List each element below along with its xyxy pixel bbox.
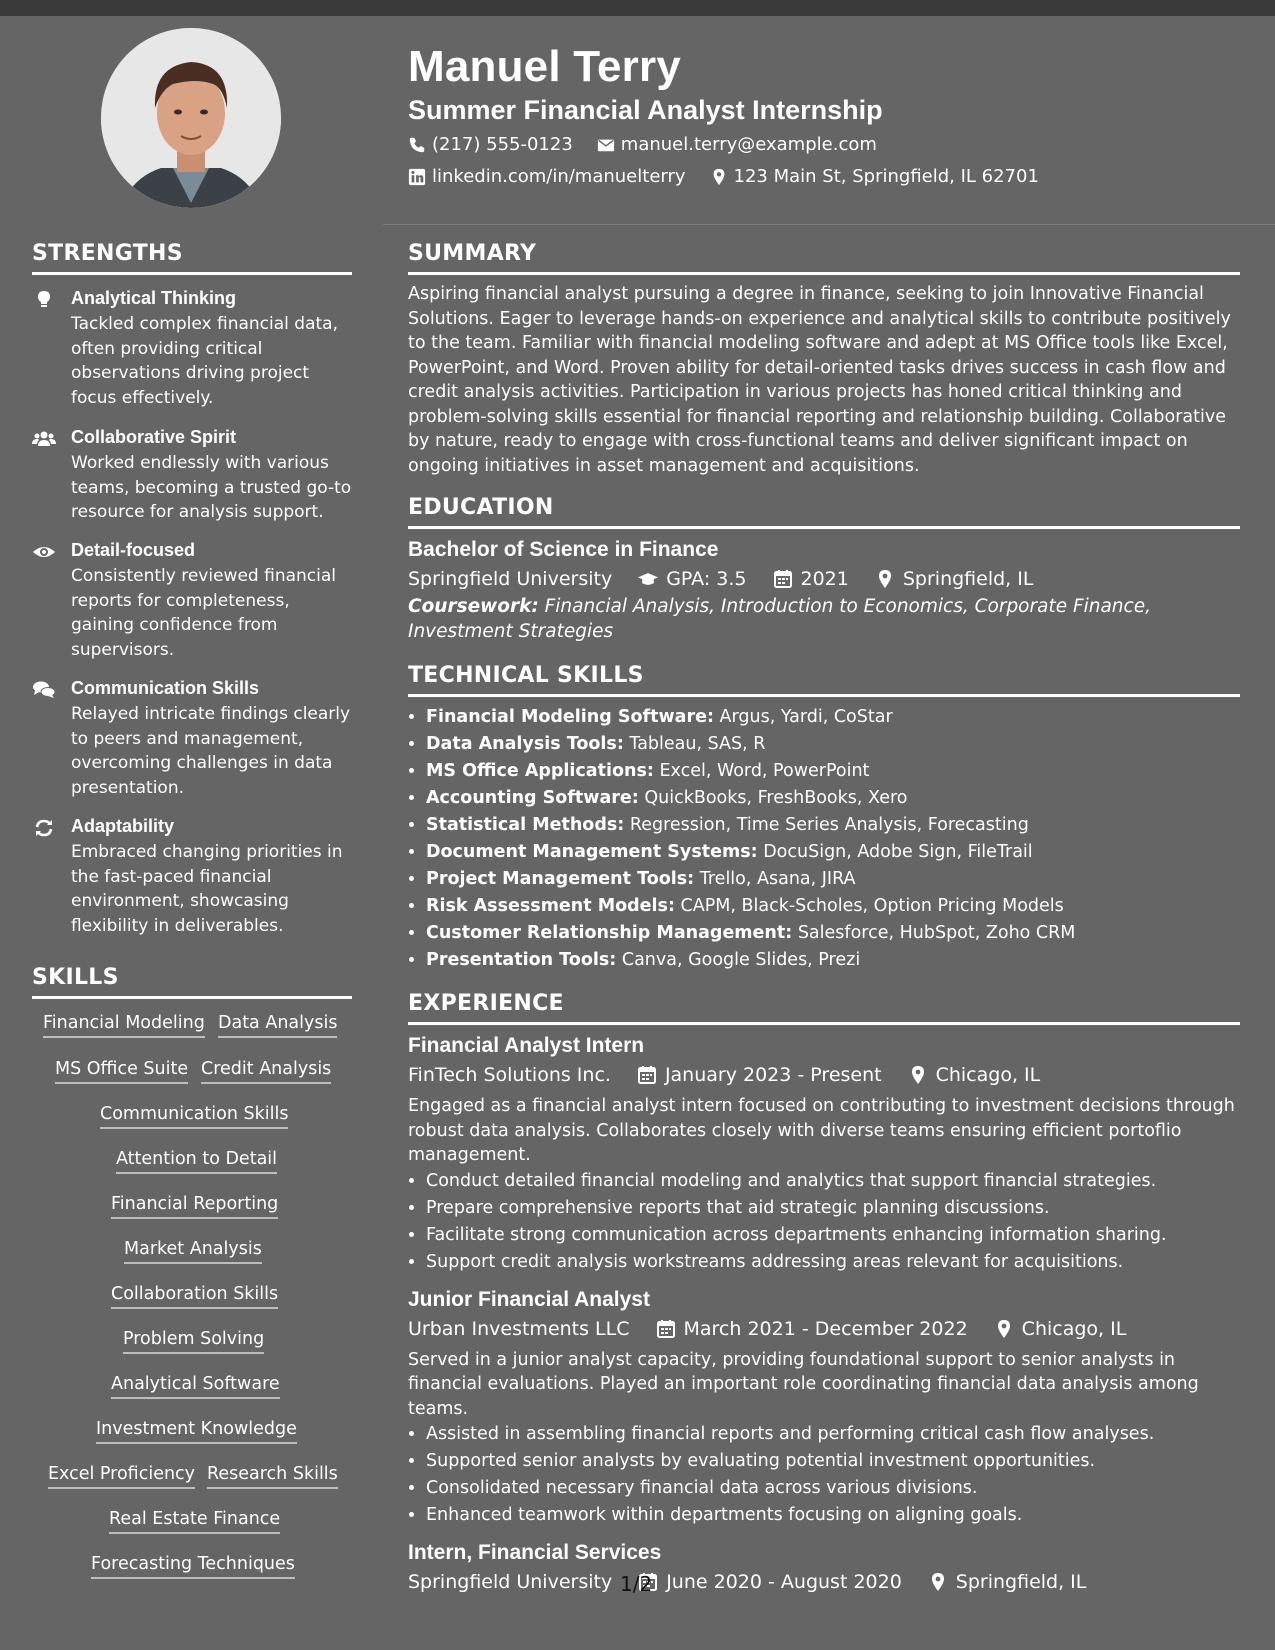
job-bullet: • Conduct detailed financial modeling and analytics that support financial strategies.: [426, 1168, 1240, 1195]
gpa: GPA: 3.5: [666, 568, 747, 590]
lightbulb-icon: [32, 290, 56, 310]
summary-section: [408, 241, 1240, 478]
skill-tag: Analytical Software: [111, 1374, 280, 1399]
skill-tag: Communication Skills: [100, 1104, 288, 1129]
location-pin-icon: [908, 1065, 928, 1085]
skill-category: Risk Assessment Models:: [426, 896, 675, 916]
comments-icon: [32, 680, 56, 700]
profile-photo: [101, 28, 281, 208]
job-bullets: [408, 1421, 1240, 1529]
technical-skill-item: [426, 704, 1240, 731]
skill-tag: Investment Knowledge: [96, 1419, 297, 1444]
eye-icon: [32, 542, 56, 562]
calendar-icon: [637, 1065, 657, 1085]
skill-values: Trello, Asana, JIRA: [699, 869, 856, 889]
skill-category: MS Office Applications:: [426, 761, 654, 781]
strengths-heading: STRENGTHS: [32, 241, 352, 275]
job-location: Chicago, IL: [935, 1064, 1041, 1086]
technical-skill-item: [426, 947, 1240, 974]
coursework-list: Financial Analysis, Introduction to Economics, Corporate Finance, Investment Strategies: [408, 596, 1151, 642]
strength-description: Tackled complex financial data, often providing critical observations driving project focus effectively.: [71, 314, 338, 408]
strength-description: Worked endlessly with various teams, becoming a trusted go-to resource for analysis support.: [71, 453, 352, 522]
technical-skill-item: [426, 785, 1240, 812]
technical-skill-item: [426, 812, 1240, 839]
skill-tag: Forecasting Techniques: [91, 1554, 295, 1579]
job-bullet: • Prepare comprehensive reports that aid strategic planning discussions.: [426, 1195, 1240, 1222]
top-bar: [0, 0, 1275, 16]
skill-tag: Problem Solving: [123, 1329, 264, 1354]
job-location: Chicago, IL: [1021, 1317, 1127, 1340]
email-link[interactable]: manuel.terry@example.com: [620, 134, 877, 155]
skill-tag: Real Estate Finance: [109, 1509, 280, 1534]
contact-row-1: [408, 134, 877, 155]
skill-values: CAPM, Black-Scholes, Option Pricing Models: [680, 896, 1064, 916]
graduation-cap-icon: [638, 569, 658, 589]
school-location: Springfield, IL: [902, 568, 1034, 590]
skill-values: Tableau, SAS, R: [629, 734, 766, 754]
job-meta: [408, 1571, 1240, 1593]
summary-heading: SUMMARY: [408, 241, 1240, 275]
technical-skill-item: [426, 920, 1240, 947]
job-title: Intern, Financial Services: [408, 1541, 662, 1564]
job-meta: [408, 1318, 1240, 1340]
job-dates: March 2021 - December 2022: [683, 1317, 968, 1340]
strength-description: Embraced changing priorities in the fast-paced financial environment, showcasing flexibility in deliverables.: [71, 842, 343, 936]
skill-tag: MS Office Suite: [55, 1059, 188, 1084]
technical-skills-heading: TECHNICAL SKILLS: [408, 663, 1240, 697]
technical-skills-section: [408, 663, 1240, 974]
summary-text: Aspiring financial analyst pursuing a degree in finance, seeking to join Innovative Financial Solutions. Eager to leverage hands-on experience and analytical skills to contribute positively to the team. Familiar with financial modeling software and adept at MS Office tools like Excel, PowerPoint, and Word. Proven ability for detail-oriented tasks drives success in cash flow and credit analysis activities. Participation in various projects has honed critical thinking and problem-solving skills essential for financial reporting and relationship building. Collaborative by nature, ready to engage with cross-functional teams and deliver significant impact on ongoing initiatives in asset management and acquisitions.: [408, 284, 1231, 476]
skill-tag: Excel Proficiency: [48, 1464, 195, 1489]
technical-skill-item: [426, 758, 1240, 785]
calendar-icon: [656, 1319, 676, 1339]
job-entry: [408, 1288, 1240, 1530]
skill-values: Excel, Word, PowerPoint: [659, 761, 870, 781]
contact-row-2: [408, 166, 1039, 187]
skill-category: Statistical Methods:: [426, 815, 625, 835]
address: 123 Main St, Springfield, IL 62701: [733, 166, 1039, 187]
degree-title: Bachelor of Science in Finance: [408, 538, 719, 561]
company-name: FinTech Solutions Inc.: [408, 1064, 611, 1086]
location-pin-icon: [710, 168, 728, 186]
candidate-name: Manuel Terry: [408, 42, 681, 91]
skill-category: Customer Relationship Management:: [426, 923, 793, 943]
strength-title: Communication Skills: [71, 678, 260, 698]
skill-tag: Collaboration Skills: [111, 1284, 278, 1309]
skill-tag: Data Analysis: [218, 1013, 337, 1038]
skill-values: Canva, Google Slides, Prezi: [621, 950, 861, 970]
job-bullet: • Supported senior analysts by evaluating potential investment opportunities.: [426, 1448, 1240, 1475]
phone-number[interactable]: (217) 555-0123: [432, 134, 573, 155]
graduation-year: 2021: [800, 568, 849, 590]
skill-tag: Financial Reporting: [111, 1194, 278, 1219]
skill-values: Regression, Time Series Analysis, Forecasting: [629, 815, 1029, 835]
coursework: [408, 595, 1240, 644]
skill-tag: Research Skills: [207, 1464, 338, 1489]
job-entry: [408, 1034, 1240, 1276]
job-bullet: • Enhanced teamwork within departments focusing on aligning goals.: [426, 1502, 1240, 1529]
header-divider: [383, 224, 1275, 225]
technical-skill-item: [426, 893, 1240, 920]
job-title: Financial Analyst Intern: [408, 1034, 645, 1057]
experience-heading: EXPERIENCE: [408, 991, 1240, 1025]
page-indicator: 1/2: [620, 1572, 653, 1596]
skill-values: DocuSign, Adobe Sign, FileTrail: [763, 842, 1033, 862]
strength-description: Relayed intricate findings clearly to peers and management, overcoming challenges in data presentation.: [71, 704, 351, 798]
calendar-icon: [773, 569, 793, 589]
education-section: [408, 495, 1240, 644]
phone-icon: [408, 136, 426, 154]
job-meta: [408, 1064, 1240, 1086]
skills-section: [32, 965, 352, 999]
technical-skill-item: [426, 839, 1240, 866]
skill-category: Document Management Systems:: [426, 842, 758, 862]
location-pin-icon: [994, 1319, 1014, 1339]
company-name: Urban Investments LLC: [408, 1317, 630, 1340]
strength-title: Detail-focused: [71, 540, 196, 560]
linkedin-icon: [408, 168, 426, 186]
job-description: Engaged as a financial analyst intern focused on contributing to investment decisions through robust data analysis. Collaborates closely with diverse teams ensuring efficient portoflio management.: [408, 1096, 1235, 1165]
strength-description: Consistently reviewed financial reports for completeness, gaining confidence from supervisors.: [71, 566, 336, 660]
refresh-icon: [32, 818, 56, 838]
technical-skills-list: [408, 704, 1240, 974]
users-icon: [32, 429, 56, 449]
job-dates: January 2023 - Present: [664, 1064, 882, 1086]
skills-heading: SKILLS: [32, 965, 352, 999]
coursework-label: Coursework:: [408, 596, 539, 617]
skill-category: Financial Modeling Software:: [426, 707, 714, 727]
skill-tag: Market Analysis: [124, 1239, 262, 1264]
strength-title: Adaptability: [71, 816, 175, 836]
education-meta: [408, 568, 1240, 590]
job-bullet: • Consolidated necessary financial data across various divisions.: [426, 1475, 1240, 1502]
skill-tag: Financial Modeling: [43, 1013, 205, 1038]
job-title: Junior Financial Analyst: [408, 1287, 650, 1311]
education-heading: EDUCATION: [408, 495, 1240, 529]
skill-category: Presentation Tools:: [426, 950, 617, 970]
skill-tag: Credit Analysis: [201, 1059, 331, 1084]
job-location: Springfield, IL: [955, 1571, 1087, 1593]
job-bullet: • Assisted in assembling financial reports and performing critical cash flow analyses.: [426, 1421, 1240, 1448]
skill-values: QuickBooks, FreshBooks, Xero: [644, 788, 908, 808]
skill-category: Accounting Software:: [426, 788, 639, 808]
linkedin-link[interactable]: linkedin.com/in/manuelterry: [432, 166, 686, 187]
school-name: Springfield University: [408, 568, 613, 590]
skill-category: Data Analysis Tools:: [426, 734, 624, 754]
job-description: Served in a junior analyst capacity, providing foundational support to senior analysts in financial evaluations. Played an important role coordinating financial data analysis among teams.: [408, 1349, 1199, 1419]
experience-section: [408, 991, 1240, 1593]
skill-values: Argus, Yardi, CoStar: [719, 707, 893, 727]
skill-tag: Attention to Detail: [116, 1149, 277, 1174]
company-name: Springfield University: [408, 1571, 613, 1593]
job-bullet: • Support credit analysis workstreams addressing areas relevant for acquisitions.: [426, 1249, 1240, 1276]
job-bullet: • Facilitate strong communication across departments enhancing information sharing.: [426, 1222, 1240, 1249]
main-column: [408, 241, 1240, 1593]
job-bullets: [408, 1168, 1240, 1276]
skill-values: Salesforce, HubSpot, Zoho CRM: [797, 923, 1076, 943]
location-pin-icon: [928, 1572, 948, 1592]
strength-title: Analytical Thinking: [71, 288, 237, 308]
skill-category: Project Management Tools:: [426, 869, 695, 889]
target-role: Summer Financial Analyst Internship: [408, 95, 883, 125]
location-pin-icon: [875, 569, 895, 589]
technical-skill-item: [426, 731, 1240, 758]
envelope-icon: [597, 136, 615, 154]
technical-skill-item: [426, 866, 1240, 893]
strength-title: Collaborative Spirit: [71, 427, 237, 447]
strengths-section: [32, 241, 352, 275]
job-entry: [408, 1541, 1240, 1593]
job-dates: June 2020 - August 2020: [666, 1571, 902, 1593]
